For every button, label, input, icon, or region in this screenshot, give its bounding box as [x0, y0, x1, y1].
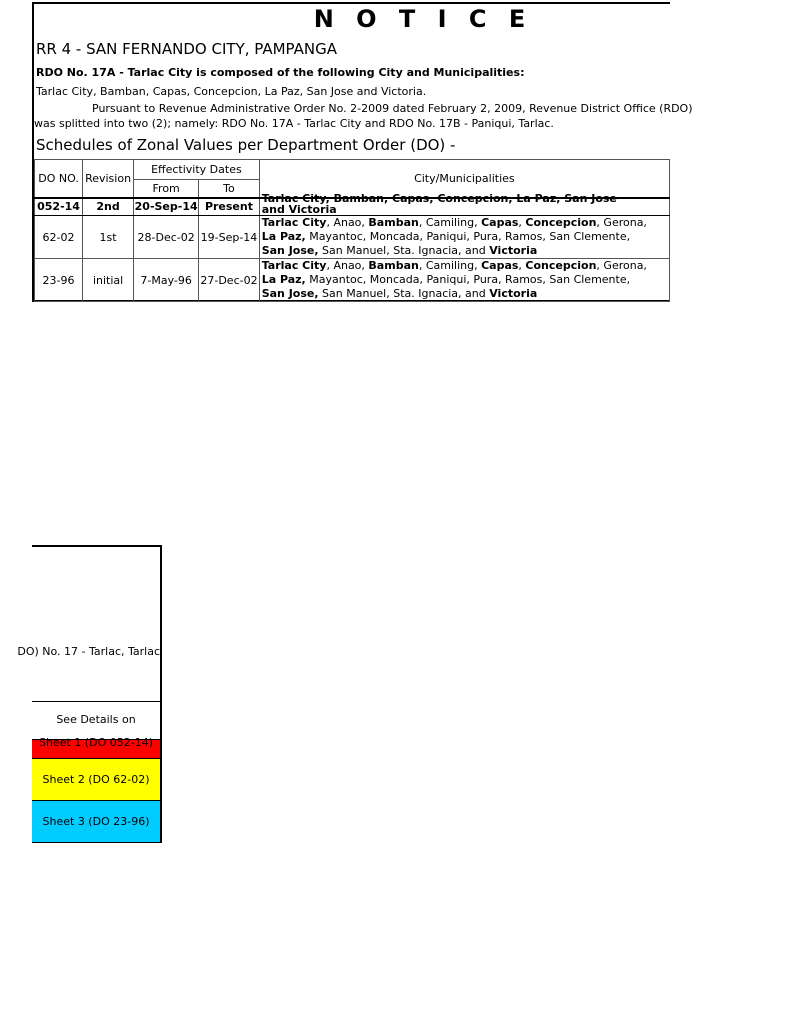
cell-do-no: 23-96 — [35, 259, 83, 302]
cities-line: San Jose, San Manuel, Sta. Ignacia, and Victoria — [261, 287, 538, 300]
sheet1-link-label: Sheet 1 (DO 052-14) — [39, 736, 153, 749]
rdo-heading: RDO No. 17A - Tarlac City is composed of the following City and Municipalities: — [36, 66, 525, 79]
header-cities: City/Municipalities — [259, 160, 669, 198]
sheet3-link[interactable]: Sheet 3 (DO 23-96) — [32, 800, 160, 842]
cities-line: Tarlac City, Anao, Bamban, Camiling, Capas, Concepcion, Gerona, — [261, 216, 647, 229]
table-row — [35, 259, 670, 302]
notice-paragraph-line1: Pursuant to Revenue Administrative Order No. 2-2009 dated February 2, 2009, Revenue District Office (RDO) — [92, 102, 693, 115]
cell-from: 28-Dec-02 — [134, 216, 199, 259]
details-label: See Details on — [56, 713, 136, 726]
table-header-row — [35, 160, 670, 180]
schedule-heading: Schedules of Zonal Values per Department Order (DO) - — [36, 136, 456, 154]
notice-paragraph-line2: was splitted into two (2); namely: RDO No. 17A - Tarlac City and RDO No. 17B - Paniqui, Tarlac. — [34, 117, 554, 130]
cell-to: Present — [199, 198, 259, 216]
header-revision: Revision — [83, 160, 134, 198]
cities-line: Tarlac City, Anao, Bamban, Camiling, Capas, Concepcion, Gerona, — [261, 259, 647, 272]
sheet1-link[interactable] — [32, 736, 160, 758]
cell-to: 19-Sep-14 — [199, 216, 259, 259]
notice-title: N O T I C E — [313, 5, 533, 33]
details-panel — [17, 545, 162, 843]
header-do-no: DO NO. — [35, 160, 83, 198]
header-effectivity: Effectivity Dates — [134, 160, 260, 180]
sheet2-link[interactable]: Sheet 2 (DO 62-02) — [32, 758, 160, 800]
cities-line: Tarlac City, Bamban, Capas, Concepcion, La Paz, San Jose — [261, 191, 617, 205]
cities-line: San Jose, San Manuel, Sta. Ignacia, and Victoria — [261, 244, 538, 257]
cities-line: and Victoria — [261, 202, 337, 216]
cities-line: La Paz, Mayantoc, Moncada, Paniqui, Pura, Ramos, San Clemente, — [261, 273, 631, 286]
cell-revision: 2nd — [83, 198, 134, 216]
cell-do-no: 052-14 — [35, 198, 83, 216]
header-from: From — [134, 180, 199, 198]
cell-from: 7-May-96 — [134, 259, 199, 302]
table-row — [35, 198, 670, 216]
rdo-snippet: DO) No. 17 - Tarlac, Tarlac — [17, 645, 160, 658]
cell-cities — [259, 216, 669, 259]
zonal-values-table — [34, 159, 670, 302]
cell-revision: 1st — [83, 216, 134, 259]
municipalities-list: Tarlac City, Bamban, Capas, Concepcion, La Paz, San Jose and Victoria. — [36, 85, 427, 98]
table-row — [35, 216, 670, 259]
regional-office-heading: RR 4 - SAN FERNANDO CITY, PAMPANGA — [36, 40, 338, 58]
cell-cities — [259, 191, 669, 216]
cell-from: 20-Sep-14 — [134, 198, 199, 216]
cities-line: La Paz, Mayantoc, Moncada, Paniqui, Pura, Ramos, San Clemente, — [261, 230, 631, 243]
cell-revision: initial — [83, 259, 134, 302]
header-to: To — [199, 180, 259, 198]
cell-cities — [259, 259, 669, 302]
cell-to: 27-Dec-02 — [199, 259, 259, 302]
notice-sheet — [32, 2, 693, 302]
cell-do-no: 62-02 — [35, 216, 83, 259]
